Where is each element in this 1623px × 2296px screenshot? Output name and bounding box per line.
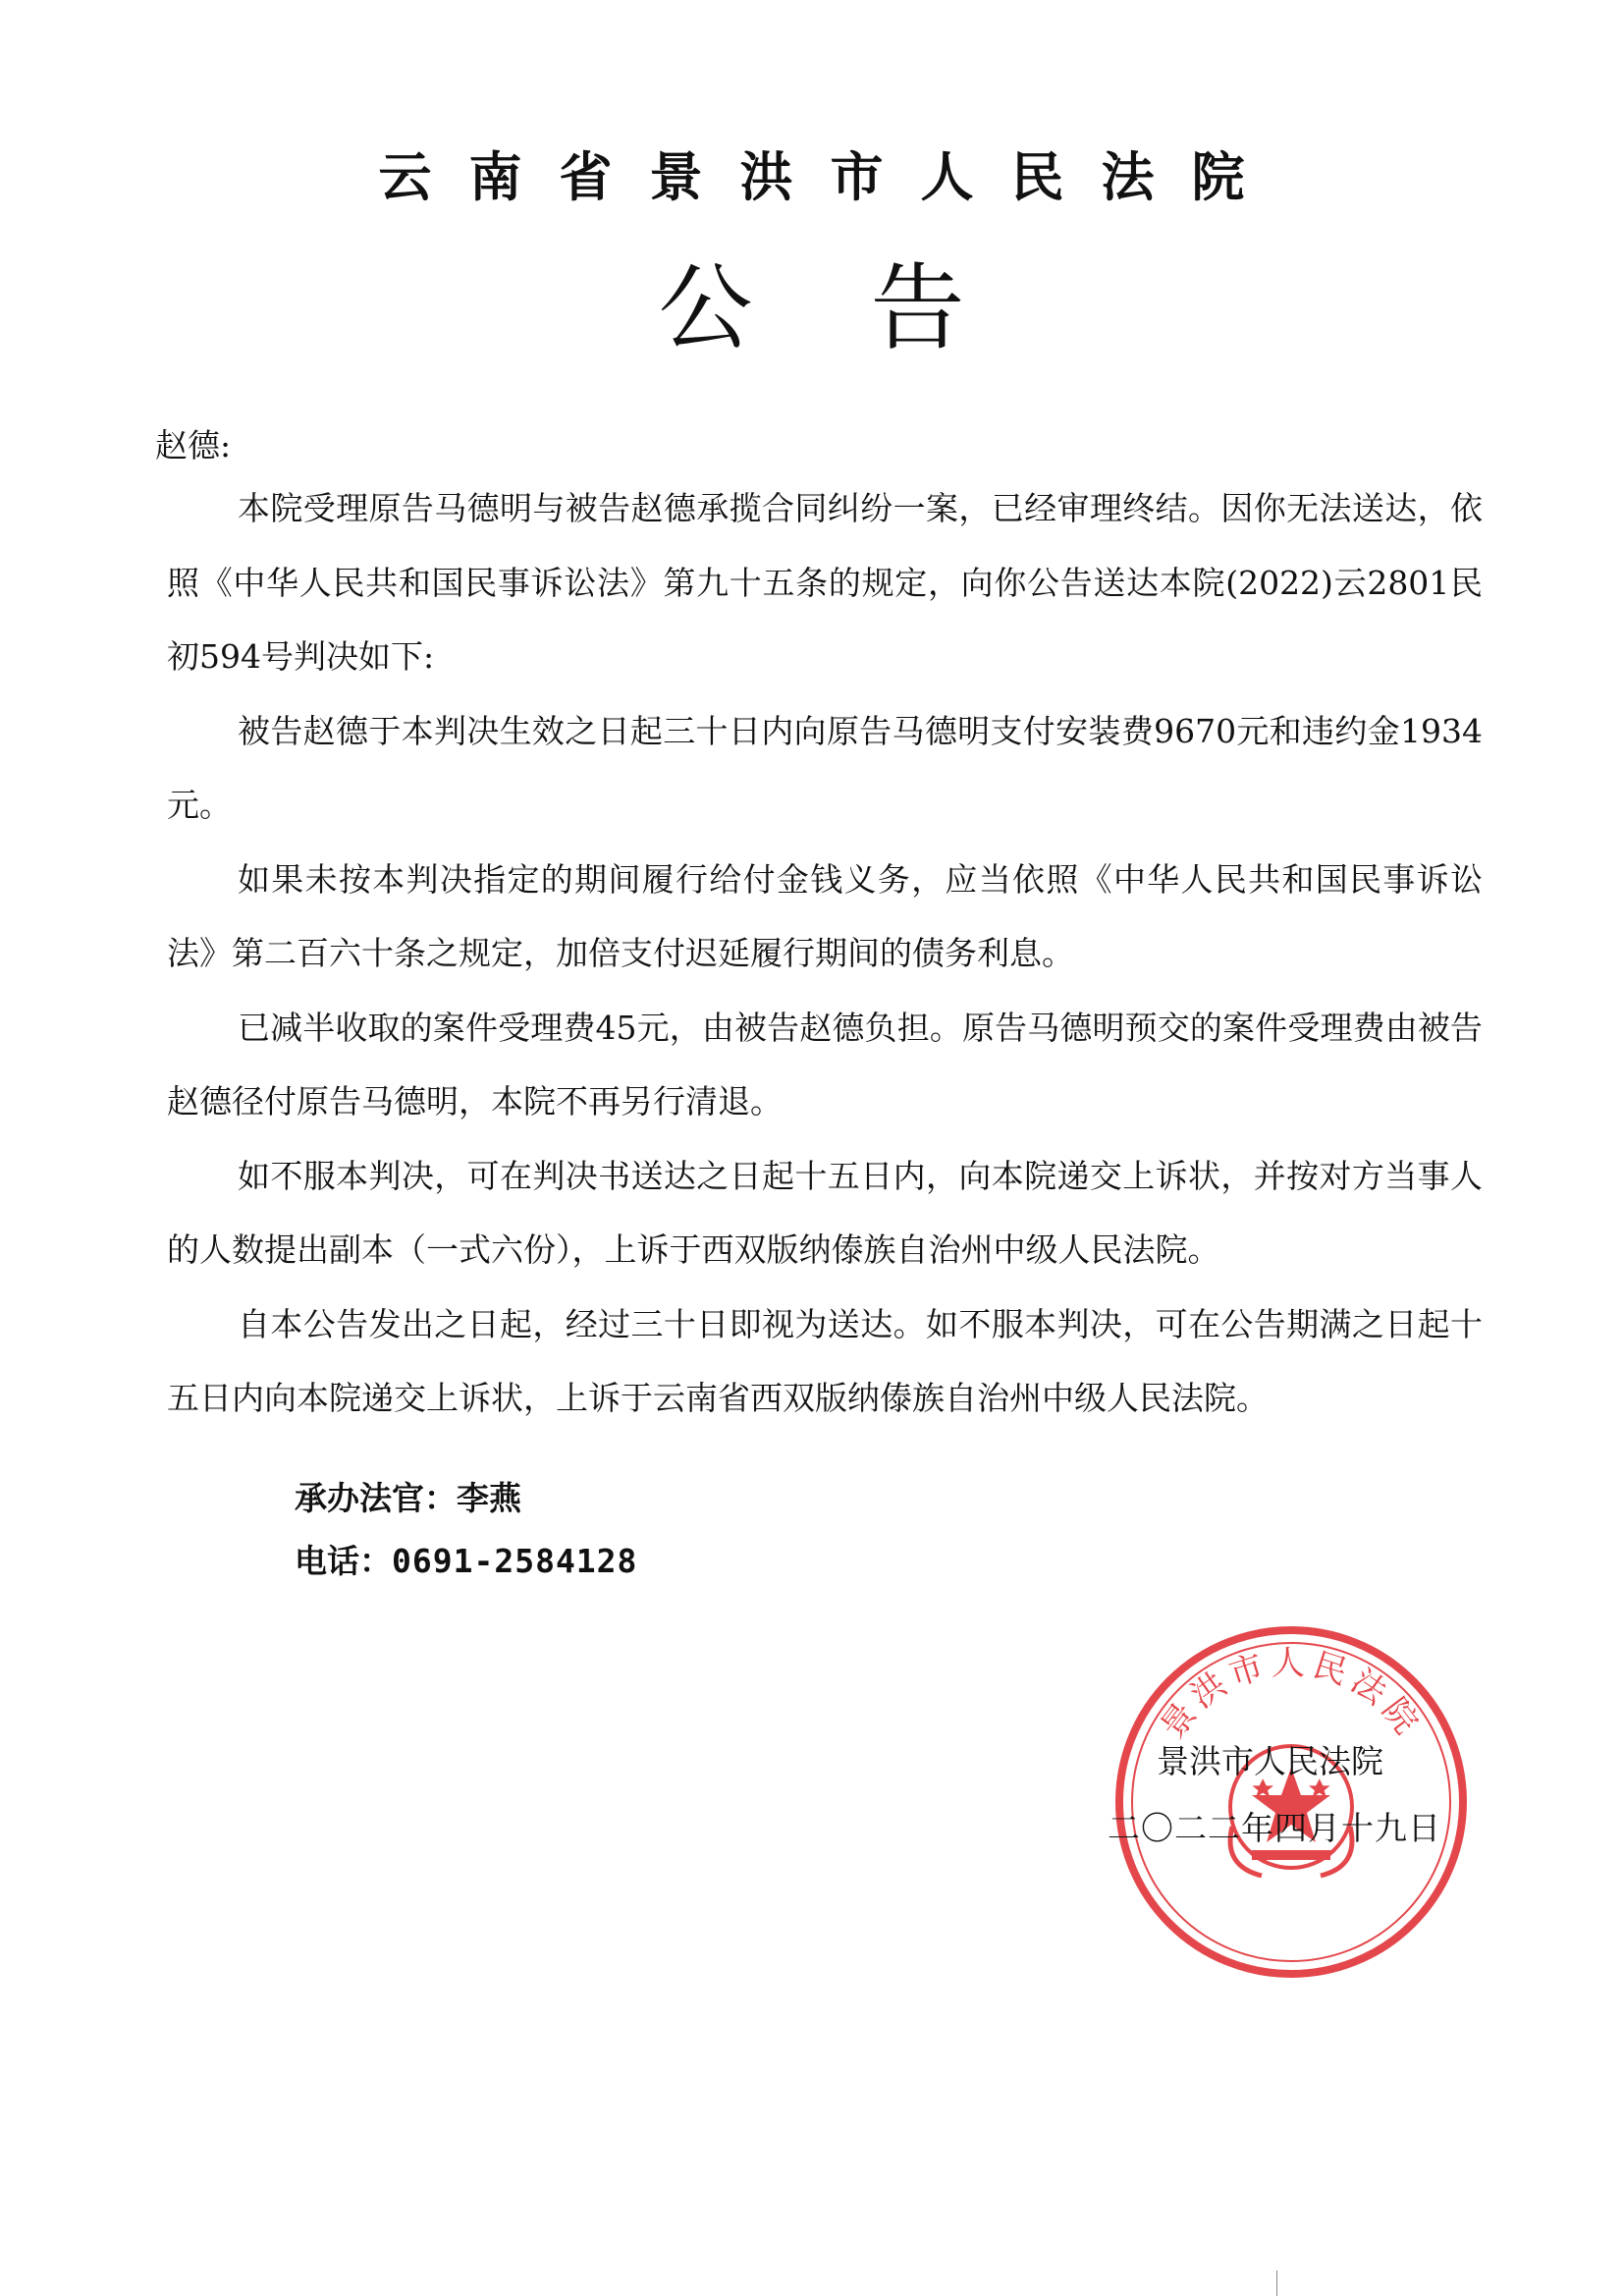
paragraph-late-interest: 如果未按本判决指定的期间履行给付金钱义务，应当依照《中华人民共和国民事诉讼法》第二百六十条之规定，加倍支付迟延履行期间的债务利息。 — [167, 859, 1483, 972]
page-edge-mark — [1276, 2270, 1277, 2296]
svg-text:景洪市人民法院: 景洪市人民法院 — [1153, 1644, 1430, 1746]
court-name-heading: 云南省景洪市人民法院 — [378, 145, 1282, 208]
phone-label: 电话： — [295, 1542, 392, 1580]
judge-name: 李燕 — [457, 1479, 521, 1517]
document-type-heading: 公告 — [658, 253, 1083, 363]
phone-line — [295, 1536, 637, 1582]
addressee: 赵德: — [155, 426, 232, 465]
signature-organization: 景洪市人民法院 — [1157, 1742, 1383, 1780]
paragraph-judgment: 被告赵德于本判决生效之日起三十日内向原告马德明支付安装费9670元和违约金1934元。 — [167, 711, 1483, 824]
paragraph-case-intro: 本院受理原告马德明与被告赵德承揽合同纠纷一案，已经审理终结。因你无法送达，依照《中华人民共和国民事诉讼法》第九十五条的规定，向你公告送达本院(2022)云2801民初594号判决如下: — [167, 489, 1483, 676]
signature-date: 二〇二二年四月十九日 — [1108, 1809, 1441, 1847]
paragraph-court-fee: 已减半收取的案件受理费45元，由被告赵德负担。原告马德明预交的案件受理费由被告赵德径付原告马德明，本院不再另行清退。 — [167, 1008, 1483, 1121]
judge-label: 承办法官： — [295, 1479, 457, 1517]
judge-line — [295, 1473, 521, 1519]
paragraph-appeal-rights: 如不服本判决，可在判决书送达之日起十五日内，向本院递交上诉状，并按对方当事人的人数提出副本（一式六份），上诉于西双版纳傣族自治州中级人民法院。 — [167, 1156, 1483, 1269]
paragraph-service-notice: 自本公告发出之日起，经过三十日即视为送达。如不服本判决，可在公告期满之日起十五日内向本院递交上诉状，上诉于云南省西双版纳傣族自治州中级人民法院。 — [167, 1304, 1483, 1417]
notice-body — [167, 471, 1483, 1436]
court-seal-stamp — [1109, 1620, 1473, 1984]
phone-number: 0691-2584128 — [392, 1542, 638, 1580]
